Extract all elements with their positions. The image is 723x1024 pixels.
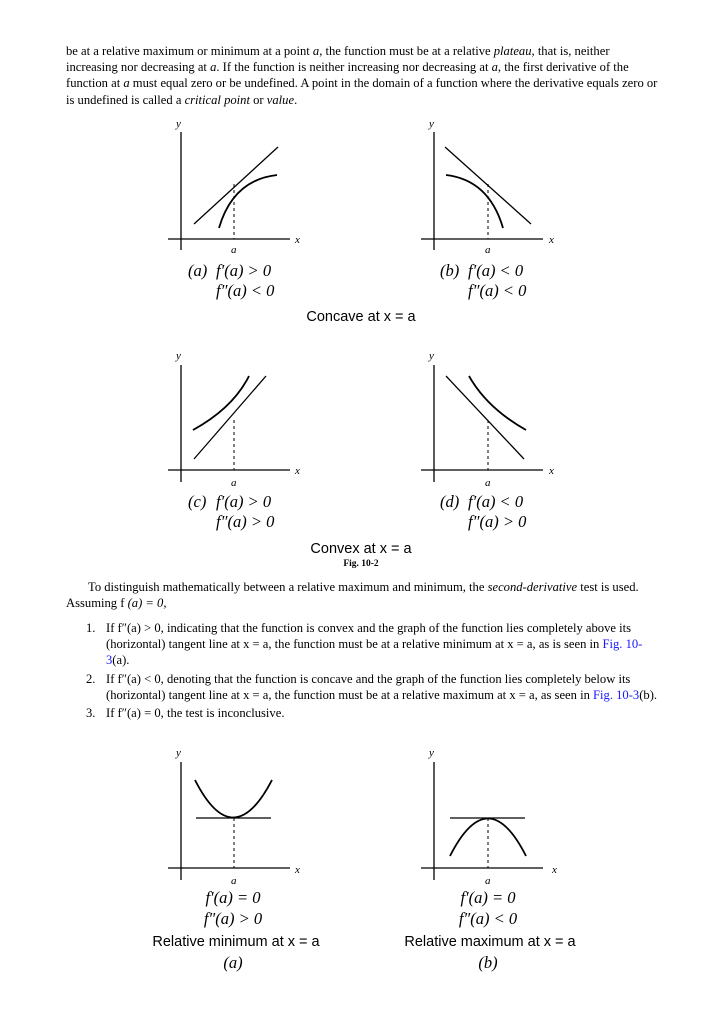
fig-10-3-panel-b-graph (421, 762, 543, 880)
fig-10-2-b-point-a: a (485, 244, 491, 256)
fig-10-3-b-y-label: y (429, 747, 434, 759)
fig-10-2-d-first-derivative: f′(a) < 0 (468, 492, 524, 511)
fig-10-2-b-second-derivative: f″(a) < 0 (468, 281, 527, 300)
fig-10-2-d-x-label: x (549, 465, 554, 477)
fig-10-3-a-point-a: a (231, 875, 237, 887)
second-derivative-test-list (66, 620, 661, 723)
second-derivative-paragraph: To distinguish mathematically between a relative maximum and minimum, the second-derivative test is used. Assuming f (a) = 0, (66, 580, 639, 611)
fig-10-2-panel-c-graph (168, 365, 290, 482)
fig-10-3-link[interactable]: Fig. 10-3 (106, 637, 643, 668)
fig-10-2-b-x-label: x (549, 234, 554, 246)
fig-10-2-c-x-label: x (295, 465, 300, 477)
fig-10-2-a-first-derivative: f′(a) > 0 (216, 261, 272, 280)
list-item: 2. If f″(a) < 0, denoting that the function is concave and the graph of the function lies completely below its (horizontal) tangent line at x = a, the function must be at a relative maximum at x = a, as seen in Fig. 10-3(b). (86, 671, 658, 702)
fig-10-2-panel-b-graph (421, 132, 543, 250)
fig-10-3-a-second-derivative: f″(a) > 0 (203, 909, 263, 928)
fig-10-3-a-x-label: x (295, 864, 300, 876)
fig-10-3-a-caption: Relative minimum at x = a (152, 934, 320, 950)
fig-10-2-c-point-a: a (231, 477, 237, 489)
fig-10-3-b-caption: Relative maximum at x = a (404, 934, 576, 950)
fig-10-2-panel-d-graph (421, 365, 543, 482)
fig-10-2-c-second-derivative: f″(a) > 0 (216, 512, 275, 531)
fig-10-3-a-y-label: y (176, 747, 181, 759)
fig-10-2-c-label: (c) (188, 492, 207, 511)
list-item: 1. If f″(a) > 0, indicating that the function is convex and the graph of the function lies completely above its (horizontal) tangent line at x = a, the function must be at a relative minimum at x = a, as is seen in Fig. 10-3(a). (86, 621, 643, 668)
fig-10-3-b-second-derivative: f″(a) < 0 (458, 909, 518, 928)
convex-caption: Convex at x = a (310, 541, 412, 557)
fig-10-2-b-label: (b) (440, 261, 460, 280)
fig-10-3-b-point-a: a (485, 875, 491, 887)
fig-10-2-a-second-derivative: f″(a) < 0 (216, 281, 275, 300)
fig-10-2-a-label: (a) (188, 261, 208, 280)
fig-10-3-b-first-derivative: f′(a) = 0 (460, 888, 516, 907)
fig-10-3-b-label: (b) (478, 953, 498, 972)
fig-10-2-panel-a-graph (168, 132, 290, 250)
fig-10-2-a-y-label: y (176, 118, 181, 130)
fig-10-2-b-first-derivative: f′(a) < 0 (468, 261, 524, 280)
concave-caption: Concave at x = a (306, 309, 416, 325)
fig-10-2-c-y-label: y (176, 350, 181, 362)
fig-10-3-link[interactable]: Fig. 10-3 (593, 687, 640, 702)
fig-10-3-b-x-label: x (552, 864, 557, 876)
fig-10-2-d-point-a: a (485, 477, 491, 489)
fig-10-3-a-label: (a) (223, 953, 243, 972)
fig-10-2-a-point-a: a (231, 244, 237, 256)
intro-paragraph: be at a relative maximum or minimum at a point a, the function must be at a relative plateau, that is, neither increasing nor decreasing at a. If the function is neither increasing nor decreasing at a, the first derivative of the function at a must equal zero or be undefined. A point in the domain of a function where the derivative equals zero or is undefined is called a critical point or value. (66, 44, 658, 107)
fig-10-2-d-second-derivative: f″(a) > 0 (468, 512, 527, 531)
list-item: 3. If f″(a) = 0, the test is inconclusive. (86, 706, 285, 721)
fig-10-2-label: Fig. 10-2 (343, 559, 379, 569)
fig-10-2-c-first-derivative: f′(a) > 0 (216, 492, 272, 511)
fig-10-2-b-y-label: y (429, 118, 434, 130)
fig-10-3-a-first-derivative: f′(a) = 0 (205, 888, 261, 907)
fig-10-3-panel-a-graph (168, 762, 290, 880)
fig-10-2-a-x-label: x (295, 234, 300, 246)
fig-10-2-d-y-label: y (429, 350, 434, 362)
fig-10-2-d-label: (d) (440, 492, 460, 511)
